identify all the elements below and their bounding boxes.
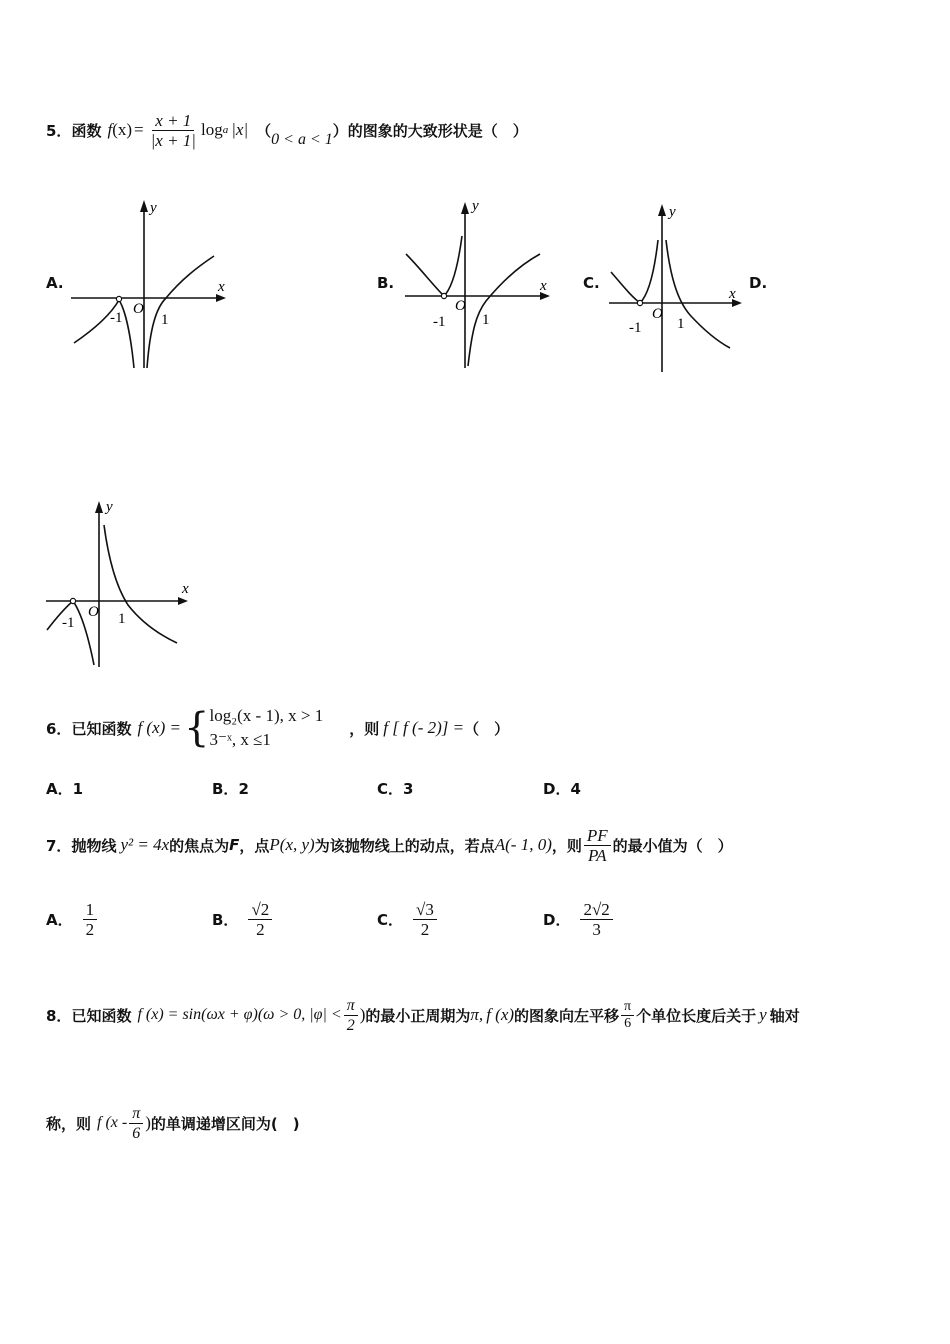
q7-frac-den: PA bbox=[587, 845, 607, 865]
q7-option-d[interactable] bbox=[543, 900, 615, 939]
q6-cases bbox=[209, 704, 323, 752]
graph-b-tick-1: 1 bbox=[482, 312, 490, 328]
q8-t2: 的图象向左平移 bbox=[514, 1006, 620, 1025]
graph-d-origin: O bbox=[88, 604, 99, 620]
q6-lead: 已知函数 bbox=[71, 719, 132, 738]
q6-brace: { bbox=[184, 705, 210, 751]
q8-pi2: π, bbox=[470, 1005, 484, 1024]
graph-c bbox=[605, 200, 750, 375]
q8-fshift: f (x - bbox=[97, 1114, 128, 1131]
q7-option-a-den: 2 bbox=[85, 920, 95, 939]
q5-log: log bbox=[200, 120, 223, 139]
q8-two: 2 bbox=[346, 1016, 355, 1034]
q8-pi6-num: π bbox=[621, 999, 634, 1016]
q5-label-c: C. bbox=[583, 274, 600, 292]
q6-tail: （ ） bbox=[464, 719, 510, 738]
q8-shift-six: 6 bbox=[132, 1124, 141, 1142]
q6-mid: ，则 bbox=[349, 719, 380, 738]
graph-a-tick-1: 1 bbox=[161, 312, 169, 328]
q7-frac-num: PF bbox=[584, 826, 611, 846]
q8-y: y bbox=[759, 1005, 767, 1024]
q6-option-c-label: C． bbox=[377, 780, 404, 798]
q7-option-a-label: A． bbox=[46, 911, 73, 929]
q7-option-d-den: 3 bbox=[592, 920, 601, 939]
q5-cond-open: （ bbox=[256, 121, 272, 140]
q6-option-b[interactable] bbox=[212, 778, 249, 799]
graph-d-tick-neg1: -1 bbox=[62, 615, 75, 631]
q7-option-c-den: 2 bbox=[420, 920, 430, 939]
q8-pi-over-6 bbox=[621, 999, 634, 1032]
graph-a-y-label: y bbox=[150, 200, 157, 216]
graph-d-y-label: y bbox=[106, 499, 113, 515]
q6-fx: f (x) = bbox=[137, 718, 182, 737]
graph-b-x-label: x bbox=[540, 278, 547, 294]
q6-case2: 3⁻ˣ, x ≤1 bbox=[209, 730, 271, 749]
q6-number: 6． bbox=[46, 719, 72, 738]
q5-frac-den: |x + 1| bbox=[150, 130, 196, 150]
q8-lead: 已知函数 bbox=[71, 1006, 132, 1025]
q7-option-b-label: B． bbox=[212, 911, 239, 929]
q8-shift-frac bbox=[129, 1104, 143, 1143]
q6-stem bbox=[46, 692, 509, 764]
graph-d-x-label: x bbox=[182, 581, 189, 597]
q5-label-b: B. bbox=[377, 274, 395, 292]
q7-a: A(- 1, 0) bbox=[494, 835, 552, 854]
graph-c-y-label: y bbox=[669, 204, 676, 220]
graph-a-origin: O bbox=[133, 301, 144, 317]
q6-option-b-value: 2 bbox=[238, 780, 249, 798]
q7-option-b-den: 2 bbox=[256, 920, 265, 939]
q8-t3: 个单位长度后关于 bbox=[636, 1006, 757, 1025]
q7-t1: 的焦点为 bbox=[169, 836, 230, 855]
q7-option-b[interactable] bbox=[212, 900, 274, 939]
graph-b-origin: O bbox=[455, 298, 466, 314]
q7-option-b-num: √2 bbox=[248, 900, 272, 920]
q7-t4: ，则 bbox=[551, 836, 582, 855]
q7-number: 7． bbox=[46, 836, 72, 855]
q6-option-d-label: D． bbox=[543, 780, 571, 798]
q7-option-a-num: 1 bbox=[83, 900, 98, 920]
q7-option-a[interactable] bbox=[46, 900, 99, 939]
q7-f: F bbox=[229, 836, 240, 854]
graph-d-tick-1: 1 bbox=[118, 611, 126, 627]
q7-option-a-frac bbox=[83, 900, 98, 939]
q7-option-c[interactable] bbox=[377, 900, 439, 939]
q6-option-d-value: 4 bbox=[570, 780, 581, 798]
q5-f: f bbox=[107, 120, 113, 139]
q7-tail: 的最小值为（ ） bbox=[612, 836, 733, 855]
q5-x-paren: (x) bbox=[112, 120, 133, 139]
graph-c-tick-neg1: -1 bbox=[629, 320, 642, 336]
q8-tail: 的单调递增区间为( ) bbox=[150, 1114, 300, 1133]
q8-number: 8． bbox=[46, 1006, 72, 1025]
q8-pi: π bbox=[344, 996, 358, 1016]
q5-log-arg: |x| bbox=[231, 120, 249, 139]
q8-fx: f (x) = sin(ωx + φ)(ω > 0, |φ| < bbox=[137, 1006, 342, 1023]
q7-p: P(x, y) bbox=[269, 835, 315, 854]
graph-b-tick-neg1: -1 bbox=[433, 314, 446, 330]
graph-c-tick-1: 1 bbox=[677, 316, 685, 332]
q6-option-b-label: B． bbox=[212, 780, 239, 798]
q6-option-a[interactable] bbox=[46, 778, 83, 799]
q7-option-c-num: √3 bbox=[413, 900, 437, 920]
q7-t3: 为该抛物线上的动点，若点 bbox=[314, 836, 495, 855]
q8-line2-a: 称，则 bbox=[46, 1114, 92, 1133]
graph-c-origin: O bbox=[652, 306, 663, 322]
q5-number: 5． bbox=[46, 121, 72, 140]
q5-lead: 函数 bbox=[71, 121, 102, 140]
q8-t1: 的最小正周期为 bbox=[365, 1006, 471, 1025]
q6-option-c-value: 3 bbox=[403, 780, 414, 798]
q6-option-a-value: 1 bbox=[72, 780, 84, 798]
q7-t2: ，点 bbox=[239, 836, 270, 855]
q5-log-base: a bbox=[222, 124, 229, 136]
graph-c-x-label: x bbox=[729, 286, 736, 302]
q7-option-d-label: D． bbox=[543, 911, 571, 929]
q6-option-d[interactable] bbox=[543, 778, 581, 799]
q5-label-d: D. bbox=[749, 274, 768, 292]
q7-option-d-frac bbox=[580, 900, 612, 939]
q5-fraction bbox=[148, 111, 199, 150]
q7-eq: y² = 4x bbox=[120, 835, 170, 854]
q6-case1: log₂(x - 1), x > 1 bbox=[209, 706, 324, 725]
q7-option-c-label: C． bbox=[377, 911, 404, 929]
graph-a-tick-neg1: -1 bbox=[110, 310, 123, 326]
q8-stem-line1 bbox=[46, 985, 800, 1045]
q7-option-d-num: 2√2 bbox=[580, 900, 612, 920]
q5-label-a: A. bbox=[46, 274, 64, 292]
q5-tail: ）的图象的大致形状是（ ） bbox=[332, 121, 528, 140]
q8-shift-pi: π bbox=[129, 1104, 143, 1124]
q6-option-c[interactable] bbox=[377, 778, 413, 799]
q8-stem-line2 bbox=[46, 1095, 300, 1151]
q5-condition: 0 < a < 1 bbox=[271, 131, 333, 148]
graph-d bbox=[42, 495, 202, 670]
graph-a-x-label: x bbox=[218, 279, 225, 295]
q7-fraction bbox=[584, 826, 611, 865]
q7-lead: 抛物线 bbox=[71, 836, 117, 855]
graph-b bbox=[400, 196, 560, 371]
q7-option-c-frac bbox=[413, 900, 437, 939]
q8-six: 6 bbox=[624, 1015, 632, 1031]
q8-close: ) bbox=[359, 1005, 366, 1024]
graph-a bbox=[66, 188, 236, 373]
q8-fx2: f (x) bbox=[486, 1005, 515, 1024]
q5-eq: = bbox=[134, 120, 144, 139]
q8-pi-over-2 bbox=[344, 996, 358, 1035]
q7-option-b-frac bbox=[248, 900, 272, 939]
q6-expr: f [ f (- 2)] = bbox=[383, 718, 465, 737]
q5-stem bbox=[46, 100, 528, 160]
q7-stem bbox=[46, 810, 733, 880]
q8-fshift-close: ) bbox=[145, 1113, 151, 1132]
q6-option-a-label: A． bbox=[46, 780, 73, 798]
q5-frac-num: x + 1 bbox=[152, 111, 194, 131]
graph-b-y-label: y bbox=[472, 198, 479, 214]
q8-t4: 轴对 bbox=[769, 1006, 800, 1025]
